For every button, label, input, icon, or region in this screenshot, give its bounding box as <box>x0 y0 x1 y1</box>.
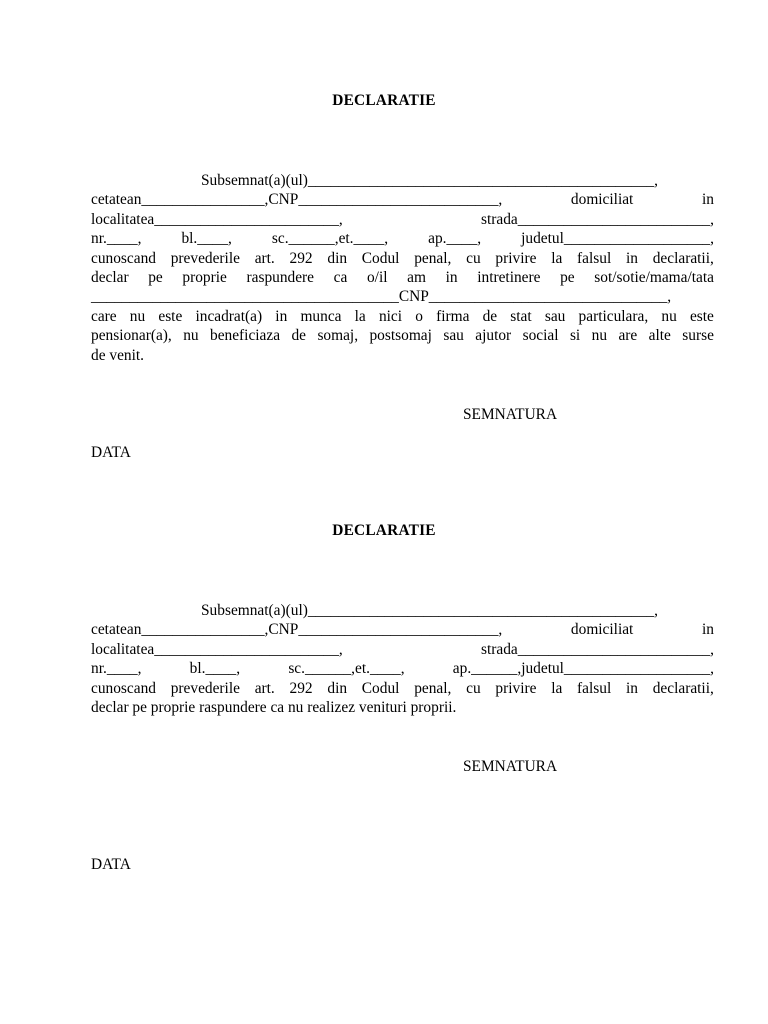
text-line <box>91 659 714 678</box>
text-segment: ap.____, <box>428 230 482 248</box>
text-segment: in <box>702 191 714 209</box>
text-segment: nr.____, <box>91 230 142 248</box>
text-segment: art. <box>254 679 275 697</box>
text-segment: alte <box>648 327 671 345</box>
text-segment: sau <box>443 327 464 345</box>
text-line <box>91 210 714 229</box>
text-segment: domiciliat <box>570 621 634 639</box>
text-segment: ca <box>333 268 348 286</box>
date-label: DATA <box>91 856 131 873</box>
text-segment: sc.______,et.____, <box>271 230 389 248</box>
text-line <box>91 287 714 306</box>
text-segment: social <box>522 327 559 345</box>
text-line <box>91 640 714 659</box>
text-segment: firma <box>436 307 470 325</box>
text-segment: sau <box>544 307 566 325</box>
text-segment: am <box>407 268 426 286</box>
text-segment: declaratii, <box>652 679 714 697</box>
text-segment: 292 <box>289 249 313 267</box>
text-line <box>91 268 714 287</box>
text-segment: art. <box>254 249 275 267</box>
text-segment: surse <box>682 327 714 345</box>
text-segment: intretinere <box>477 268 541 286</box>
text-line <box>91 601 714 620</box>
text-segment: in <box>275 307 288 325</box>
text-segment: Codul <box>361 679 400 697</box>
declaration-title: DECLARATIE <box>332 92 436 109</box>
text-segment: bl.____, <box>189 660 241 678</box>
signature-label: SEMNATURA <box>463 758 558 775</box>
text-segment: 292 <box>289 679 313 697</box>
text-segment: ajutor <box>475 327 512 345</box>
text-segment: domiciliat <box>570 191 634 209</box>
text-segment: nu <box>183 327 199 345</box>
text-segment: pe <box>560 268 575 286</box>
text-segment: somaj, <box>317 327 359 345</box>
text-segment: prevederile <box>170 249 240 267</box>
text-line <box>91 229 714 248</box>
text-segment: nici <box>378 307 403 325</box>
text-segment: la <box>354 307 366 325</box>
text-segment: o/il <box>366 268 388 286</box>
text-segment: de <box>482 307 498 325</box>
text-segment: localitatea________________________, <box>91 210 343 228</box>
declaration-body <box>91 171 714 365</box>
text-segment: Codul <box>361 249 400 267</box>
text-segment: nu <box>591 327 608 345</box>
text-line <box>91 679 714 698</box>
text-segment: privire <box>495 249 537 267</box>
text-segment: particulara, <box>578 307 649 325</box>
text-segment: ________________________________________CNP_______________________________, <box>91 288 672 306</box>
text-segment: din <box>327 249 348 267</box>
text-segment: penal, <box>414 679 452 697</box>
text-segment: in <box>626 249 638 267</box>
text-segment: nu <box>129 307 146 325</box>
text-segment: in <box>626 679 638 697</box>
text-segment: beneficiaza <box>210 327 281 345</box>
date-label: DATA <box>91 444 131 461</box>
text-segment: strada_________________________, <box>481 210 714 228</box>
text-line <box>91 698 714 717</box>
text-segment: in <box>445 268 458 286</box>
declaration-title: DECLARATIE <box>332 522 436 539</box>
text-segment: bl.____, <box>181 230 232 248</box>
text-segment: cetatean________________,CNP__________________________, <box>91 191 503 209</box>
text-segment: cunoscand <box>91 249 156 267</box>
text-segment: din <box>327 679 348 697</box>
text-segment: cetatean________________,CNP__________________________, <box>91 621 503 639</box>
text-segment: incadrat(a) <box>195 307 263 325</box>
text-segment: o <box>415 307 423 325</box>
text-segment: nu <box>661 307 677 325</box>
text-segment: penal, <box>414 249 452 267</box>
text-segment: care <box>91 307 117 325</box>
text-segment: in <box>702 621 714 639</box>
signature-label: SEMNATURA <box>463 406 558 423</box>
text-segment: pe <box>148 268 163 286</box>
text-segment: localitatea________________________, <box>91 640 343 658</box>
text-segment: munca <box>300 307 342 325</box>
text-segment: de venit. <box>91 346 144 364</box>
text-segment: raspundere <box>246 268 315 286</box>
text-segment: pensionar(a), <box>91 327 172 345</box>
text-segment: este <box>689 307 714 325</box>
text-segment: nr.____, <box>91 660 142 678</box>
text-segment: stat <box>510 307 532 325</box>
text-segment: are <box>618 327 638 345</box>
text-segment: cu <box>466 679 481 697</box>
text-line <box>91 307 714 326</box>
text-segment: declar pe proprie raspundere ca nu realizez venituri proprii. <box>91 698 457 716</box>
text-segment: prevederile <box>170 679 240 697</box>
text-segment: proprie <box>182 268 227 286</box>
declaration-body <box>91 601 714 717</box>
text-segment: cu <box>466 249 481 267</box>
text-segment: cunoscand <box>91 679 156 697</box>
text-segment: Subsemnat(a)(ul)_____________________________________________, <box>201 172 658 189</box>
text-segment: Subsemnat(a)(ul)_____________________________________________, <box>201 602 658 619</box>
text-segment: judetul___________________, <box>521 230 714 248</box>
text-segment: postsomaj <box>369 327 432 345</box>
text-segment: sot/sotie/mama/tata <box>594 268 714 286</box>
text-line <box>91 620 714 639</box>
text-segment: privire <box>495 679 537 697</box>
text-segment: la <box>551 249 563 267</box>
text-segment: la <box>551 679 563 697</box>
text-segment: de <box>291 327 307 345</box>
text-line <box>91 190 714 209</box>
text-line <box>91 249 714 268</box>
text-segment: strada_________________________, <box>481 640 714 658</box>
text-segment: ap.______,judetul___________________, <box>452 660 714 678</box>
text-line <box>91 171 714 190</box>
text-segment: este <box>158 307 183 325</box>
text-segment: si <box>569 327 581 345</box>
text-segment: declaratii, <box>652 249 714 267</box>
text-segment: falsul <box>577 249 612 267</box>
text-segment: sc.______,et.____, <box>288 660 405 678</box>
text-segment: falsul <box>577 679 612 697</box>
text-segment: declar <box>91 268 129 286</box>
text-line <box>91 326 714 345</box>
text-line <box>91 346 714 365</box>
